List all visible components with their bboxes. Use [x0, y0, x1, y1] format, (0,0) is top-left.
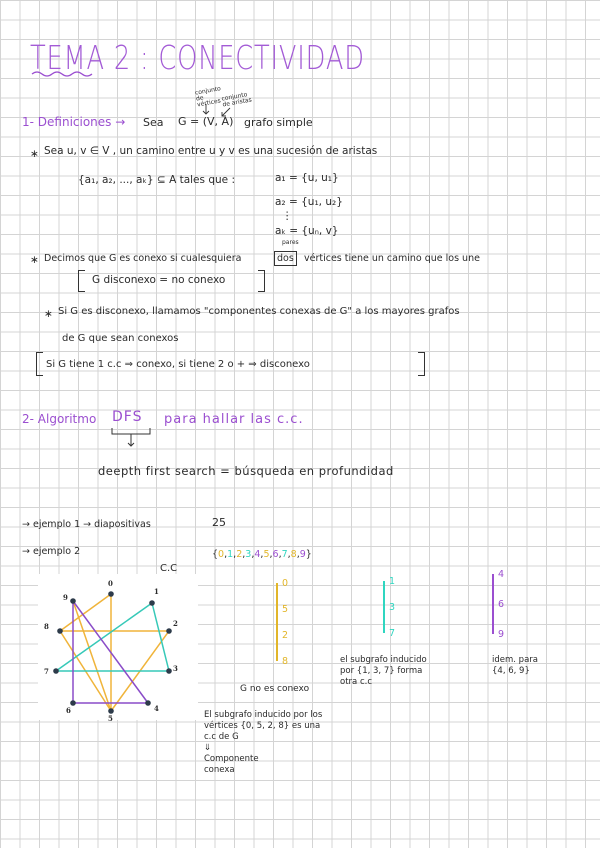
bracket-2-text: Si G tiene 1 c.c ⇒ conexo, si tiene 2 o + ⇒ disconexo: [46, 359, 310, 370]
section-1-heading: 1- Definiciones →: [22, 115, 126, 129]
sequence-item: ,: [287, 549, 291, 560]
caption-line: El subgrafo inducido por los: [204, 710, 323, 720]
caption-component-3: [492, 655, 538, 677]
bracket-1-text: G disconexo = no conexo: [92, 274, 226, 286]
sequence-item: ,: [269, 549, 273, 560]
caption-line: por {1, 3, 7} forma: [340, 666, 423, 676]
caption-component-1: [204, 710, 322, 776]
section-2-heading-pre: 2- Algoritmo: [22, 412, 97, 426]
sequence-open-brace: {: [212, 549, 219, 560]
caption-line: c.c de G: [204, 732, 239, 742]
bullet-2-post: vértices tiene un camino que los une: [304, 253, 480, 264]
graph-node-label: 5: [108, 714, 113, 723]
caption-line: otra c.c: [340, 677, 372, 687]
graph-definition: G = (V, A): [178, 115, 234, 128]
sequence-item: ,: [278, 549, 282, 560]
sequence-item: 2: [236, 549, 243, 560]
sequence-item: ,: [260, 549, 264, 560]
sequence-item: 4: [254, 549, 261, 560]
tree-node: 8: [282, 656, 289, 667]
bullet-1-marker: ∗: [30, 148, 39, 160]
example-1: → ejemplo 1 → diapositivas: [22, 519, 151, 530]
section-2-heading-post: para hallar las c.c.: [164, 412, 304, 427]
graph-type: grafo simple: [244, 116, 313, 129]
tree-node: 1: [389, 576, 396, 587]
bullet-3-marker: ∗: [44, 308, 53, 320]
caption-component-2: [340, 655, 427, 688]
bullet-2-marker: ∗: [30, 254, 39, 266]
tree-node: 7: [389, 628, 396, 639]
graph-node-label: 4: [154, 704, 159, 713]
equation-dots: ⋮: [282, 210, 293, 222]
cc-label: C.C: [160, 563, 178, 574]
caption-line: conexa: [204, 765, 235, 775]
bullet-3-line-2: de G que sean conexos: [62, 333, 179, 344]
sequence-item: 1: [227, 549, 234, 560]
equation-1: a₁ = {u, u₁}: [275, 172, 339, 184]
graph-node-label: 3: [173, 664, 178, 673]
sequence-item: 3: [245, 549, 252, 560]
caption-line: ⇓: [204, 743, 212, 753]
sequence-item: ,: [251, 549, 255, 560]
tree-edge: [492, 574, 494, 634]
tree-node: 4: [498, 569, 505, 580]
dfs-definition: deepth first search = búsqueda en profundidad: [98, 464, 394, 478]
tree-edge: [383, 581, 385, 633]
example-2: → ejemplo 2: [22, 546, 81, 557]
graph-node-label: 0: [108, 579, 113, 588]
sequence-close-brace: }: [305, 549, 312, 560]
equation-2: a₂ = {u₁, u₂}: [275, 196, 343, 208]
sequence-item: 6: [272, 549, 279, 560]
tree-node: 2: [282, 630, 289, 641]
bullet-3-line-1: Si G es disconexo, llamamos "componentes conexas de G" a los mayores grafos: [58, 306, 460, 317]
sequence-item: 8: [290, 549, 297, 560]
sequence-item: ,: [233, 549, 237, 560]
tree-node: 6: [498, 599, 505, 610]
sequence-item: 0: [218, 549, 225, 560]
tree-node: 3: [389, 602, 396, 613]
bullet-2-boxed-word: dos: [274, 251, 297, 266]
pairs-annotation: pares: [282, 239, 299, 246]
edge-set-annotation: conjunto de aristas: [221, 91, 253, 109]
tree-node: 5: [282, 604, 289, 615]
graph-node-label: 2: [173, 619, 178, 628]
tree-edge: [276, 583, 278, 661]
caption-line: Componente: [204, 754, 259, 764]
sequence-item: ,: [296, 549, 300, 560]
sequence-item: 5: [263, 549, 270, 560]
tree-node: 9: [498, 629, 505, 640]
graph-node-label: 7: [44, 667, 49, 676]
section-2-heading-dfs: DFS: [112, 409, 143, 425]
graph-node-label: 1: [154, 587, 159, 596]
equation-3: aₖ = {uₙ, v}: [275, 225, 339, 237]
bullet-1-line-2: {a₁, a₂, ..., aₖ} ⊆ A tales que :: [78, 174, 235, 186]
graph-node-label: 9: [63, 593, 68, 602]
sequence-item: ,: [224, 549, 228, 560]
sequence-item: 7: [281, 549, 288, 560]
caption-line: {4, 6, 9}: [492, 666, 530, 676]
graph-node-label: 8: [44, 622, 49, 631]
vertex-set-annotation: conjunto de vértices: [194, 85, 222, 109]
caption-line: idem. para: [492, 655, 538, 665]
g-not-connected: G no es conexo: [240, 684, 310, 694]
example-1-slide-number: 25: [212, 516, 226, 529]
caption-line: el subgrafo inducido: [340, 655, 427, 665]
page-title: TEMA 2 : CONECTIVIDAD: [30, 38, 365, 77]
graph-node-label: 6: [66, 706, 71, 715]
caption-line: vértices {0, 5, 2, 8} es una: [204, 721, 321, 731]
sequence-item: ,: [242, 549, 246, 560]
sea-text: Sea: [143, 116, 164, 129]
tree-node: 0: [282, 578, 289, 589]
bullet-2-pre: Decimos que G es conexo si cualesquiera: [44, 253, 242, 264]
sequence-item: 9: [299, 549, 306, 560]
bullet-1-line-1: Sea u, v ∈ V , un camino entre u y v es una sucesión de aristas: [44, 145, 378, 157]
